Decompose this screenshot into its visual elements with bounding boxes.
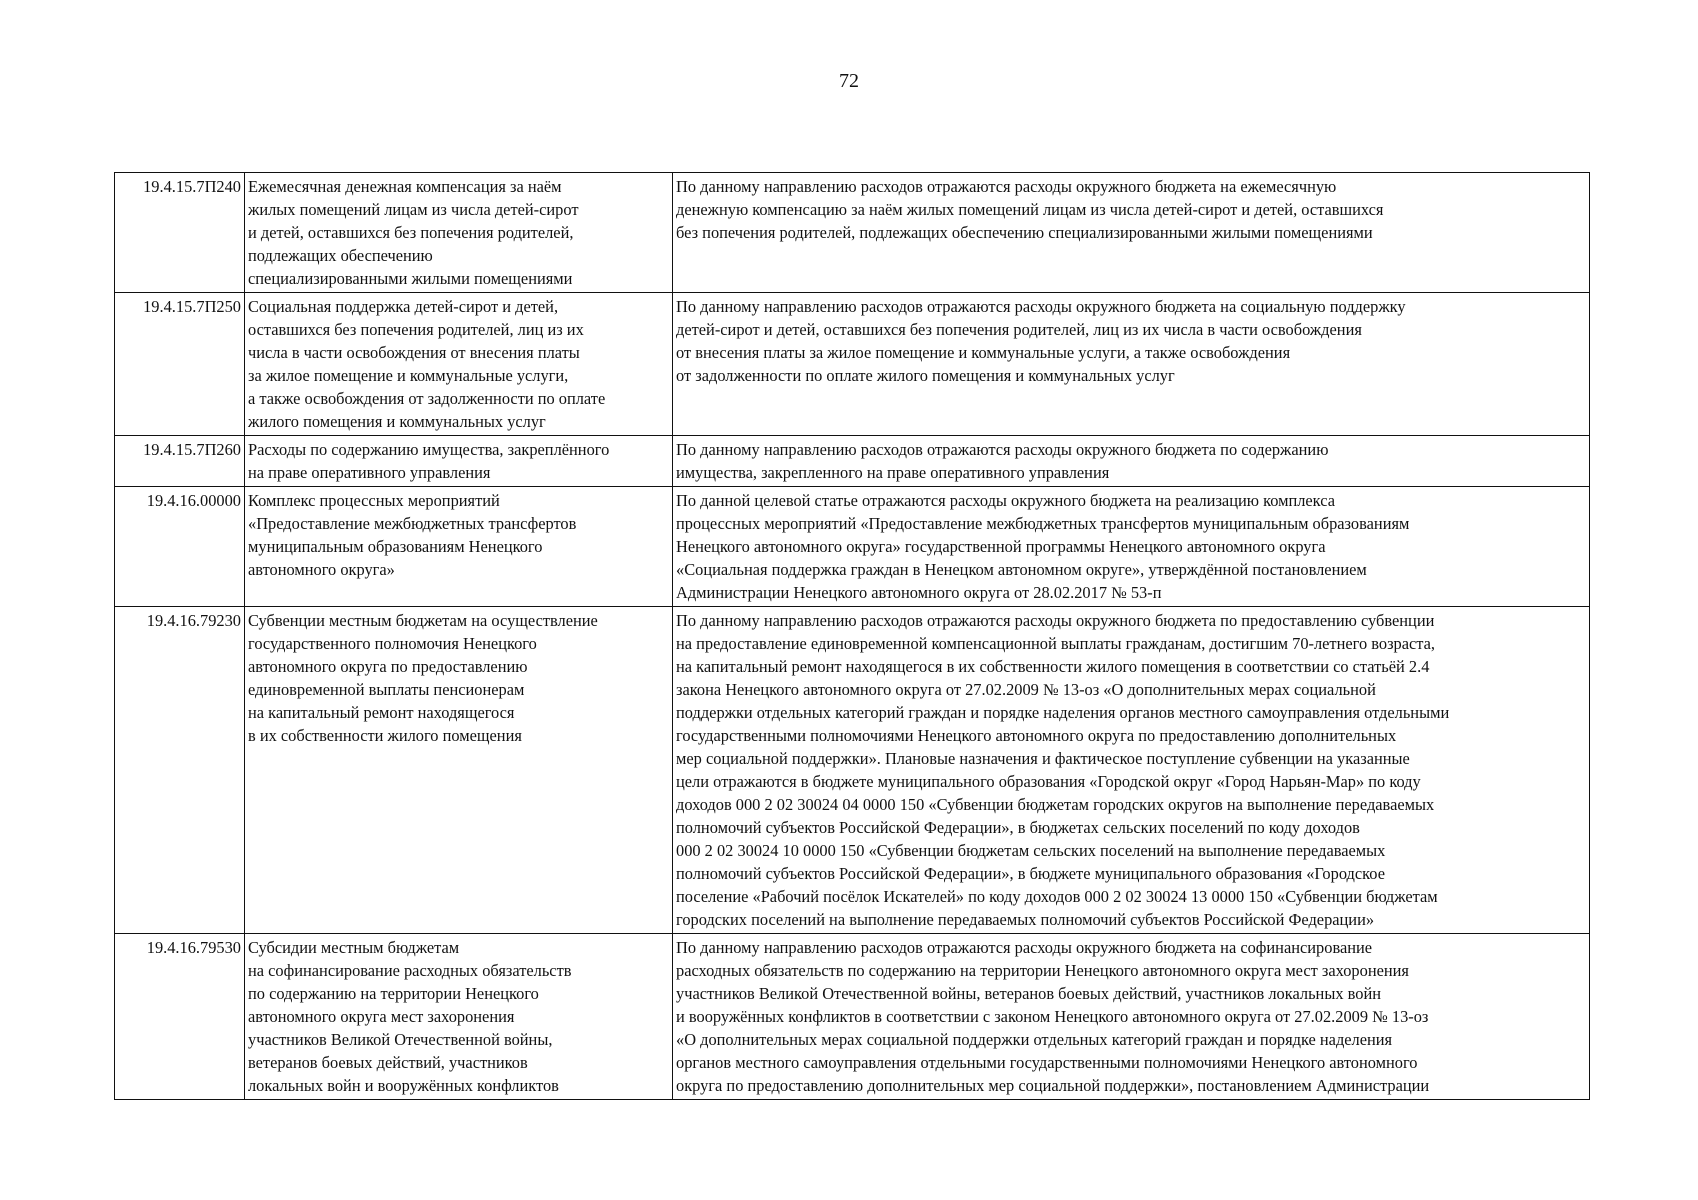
target-article-description: По данному направлению расходов отражаются расходы окружного бюджета на социальную поддержку детей-сирот и детей, оставшихся без попечения родителей, лиц из их числа в части освобождения от внесения платы за жилое помещение и коммунальные услуги, а также освобождения от задолженности по оплате жилого помещения и коммунальных услуг <box>673 293 1590 436</box>
target-article-description: По данной целевой статье отражаются расходы окружного бюджета на реализацию комплекса процессных мероприятий «Предоставление межбюджетных трансфертов муниципальным образованиям Ненецкого автономного округа» государственной программы Ненецкого автономного округа «Социальная поддержка граждан в Ненецком автономном округе», утверждённой постановлением Администрации Ненецкого автономного округа от 28.02.2017 № 53-п <box>673 487 1590 607</box>
table-row <box>115 436 1590 487</box>
table-row <box>115 487 1590 607</box>
target-article-name: Субсидии местным бюджетам на софинансирование расходных обязательств по содержанию на территории Ненецкого автономного округа мест захоронения участников Великой Отечественной войны, ветеранов боевых действий, участников локальных войн и вооружённых конфликтов <box>245 934 673 1100</box>
table-row <box>115 293 1590 436</box>
target-article-name: Расходы по содержанию имущества, закреплённого на праве оперативного управления <box>245 436 673 487</box>
target-article-code: 19.4.16.00000 <box>115 487 245 607</box>
target-article-code: 19.4.15.7П260 <box>115 436 245 487</box>
target-article-code: 19.4.16.79230 <box>115 607 245 934</box>
target-article-description: По данному направлению расходов отражаются расходы окружного бюджета по предоставлению субвенции на предоставление единовременной компенсационной выплаты гражданам, достигшим 70-летнего возраста, на капитальный ремонт находящегося в их собственности жилого помещения в соответствии со статьёй 2.4 закона Ненецкого автономного округа от 27.02.2009 № 13-оз «О дополнительных мерах социальной поддержки отдельных категорий граждан и порядке наделения органов местного самоуправления отдельными государственными полномочиями Ненецкого автономного округа по предоставлению дополнительных мер социальной поддержки». Плановые назначения и фактическое поступление субвенции на указанные цели отражаются в бюджете муниципального образования «Городской округ «Город Нарьян-Мар» по коду доходов 000 2 02 30024 04 0000 150 «Субвенции бюджетам городских округов на выполнение передаваемых полномочий субъектов Российской Федерации», в бюджетах сельских поселений по коду доходов 000 2 02 30024 10 0000 150 «Субвенции бюджетам сельских поселений на выполнение передаваемых полномочий субъектов Российской Федерации», в бюджете муниципального образования «Городское поселение «Рабочий посёлок Искателей» по коду доходов 000 2 02 30024 13 0000 150 «Субвенции бюджетам городских поселений на выполнение передаваемых полномочий субъектов Российской Федерации» <box>673 607 1590 934</box>
target-article-name: Ежемесячная денежная компенсация за наём жилых помещений лицам из числа детей-сирот и детей, оставшихся без попечения родителей, подлежащих обеспечению специализированными жилыми помещениями <box>245 173 673 293</box>
target-article-name: Социальная поддержка детей-сирот и детей, оставшихся без попечения родителей, лиц из их числа в части освобождения от внесения платы за жилое помещение и коммунальные услуги, а также освобождения от задолженности по оплате жилого помещения и коммунальных услуг <box>245 293 673 436</box>
target-article-code: 19.4.15.7П250 <box>115 293 245 436</box>
target-article-code: 19.4.15.7П240 <box>115 173 245 293</box>
target-article-description: По данному направлению расходов отражаются расходы окружного бюджета на ежемесячную денежную компенсацию за наём жилых помещений лицам из числа детей-сирот и детей, оставшихся без попечения родителей, подлежащих обеспечению специализированными жилыми помещениями <box>673 173 1590 293</box>
table-row <box>115 934 1590 1100</box>
target-article-description: По данному направлению расходов отражаются расходы окружного бюджета на софинансирование расходных обязательств по содержанию на территории Ненецкого автономного округа мест захоронения участников Великой Отечественной войны, ветеранов боевых действий, участников локальных войн и вооружённых конфликтов в соответствии с законом Ненецкого автономного округа от 27.02.2009 № 13-оз «О дополнительных мерах социальной поддержки отдельных категорий граждан и порядке наделения органов местного самоуправления отдельными государственными полномочиями Ненецкого автономного округа по предоставлению дополнительных мер социальной поддержки», постановлением Администрации <box>673 934 1590 1100</box>
page-number: 72 <box>839 70 859 92</box>
table-row <box>115 173 1590 293</box>
table-row <box>115 607 1590 934</box>
budget-classification-table <box>114 172 1590 1100</box>
target-article-name: Субвенции местным бюджетам на осуществление государственного полномочия Ненецкого автономного округа по предоставлению единовременной выплаты пенсионерам на капитальный ремонт находящегося в их собственности жилого помещения <box>245 607 673 934</box>
target-article-code: 19.4.16.79530 <box>115 934 245 1100</box>
target-article-description: По данному направлению расходов отражаются расходы окружного бюджета по содержанию имущества, закрепленного на праве оперативного управления <box>673 436 1590 487</box>
target-article-name: Комплекс процессных мероприятий «Предоставление межбюджетных трансфертов муниципальным образованиям Ненецкого автономного округа» <box>245 487 673 607</box>
